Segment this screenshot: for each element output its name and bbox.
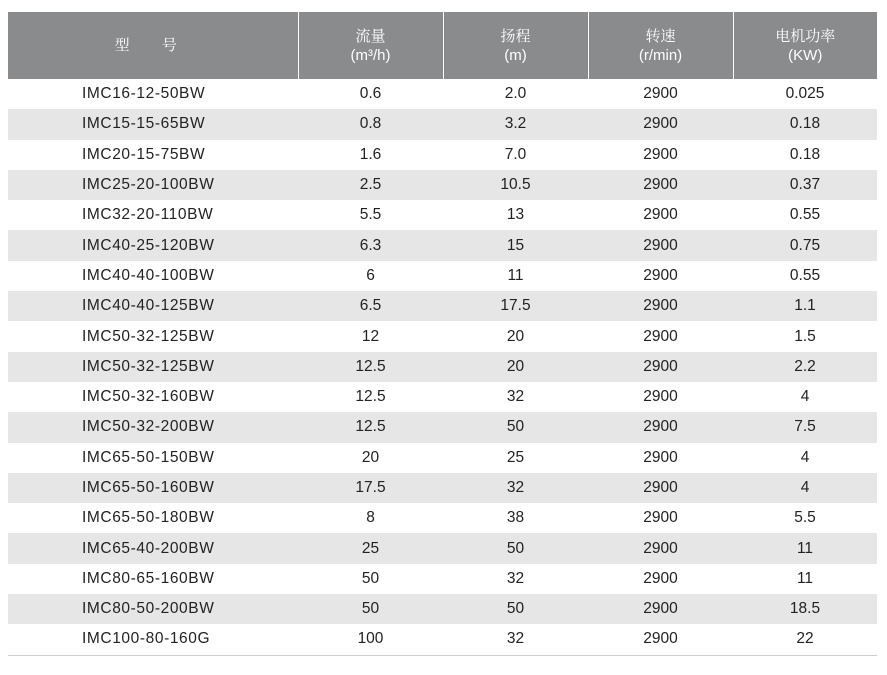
cell-model: IMC16-12-50BW <box>82 85 206 103</box>
cell-head: 32 <box>443 473 588 503</box>
header-speed-label: 转速 <box>645 27 676 45</box>
cell-speed: 2900 <box>588 624 733 655</box>
table-row <box>8 321 877 351</box>
cell-flow: 20 <box>361 448 380 466</box>
table-row <box>8 261 877 291</box>
cell-model: IMC50-32-200BW <box>8 412 298 442</box>
cell-power: 11 <box>796 569 814 587</box>
cell-model: IMC65-40-200BW <box>8 533 298 563</box>
cell-speed: 2900 <box>643 448 678 466</box>
table-row <box>8 503 877 533</box>
cell-flow: 0.6 <box>359 85 382 103</box>
table-row <box>8 230 877 260</box>
cell-head: 17.5 <box>443 291 588 321</box>
table-row <box>8 443 877 473</box>
cell-power: 0.18 <box>789 145 821 163</box>
cell-model: IMC80-65-160BW <box>82 569 215 587</box>
cell-model: IMC50-32-125BW <box>8 352 298 382</box>
cell-flow: 5.5 <box>359 206 382 224</box>
header-head-label: 扬程 <box>500 27 531 45</box>
cell-head: 25 <box>506 448 525 466</box>
cell-power: 4 <box>800 448 810 466</box>
cell-power: 5.5 <box>794 509 816 527</box>
cell-head: 2.0 <box>504 85 527 103</box>
cell-speed: 2900 <box>643 206 678 224</box>
cell-head: 10.5 <box>443 170 588 200</box>
cell-head: 11 <box>507 266 524 284</box>
cell-head: 15 <box>443 230 588 260</box>
cell-model: IMC65-50-160BW <box>8 473 298 503</box>
cell-model: IMC40-40-100BW <box>82 266 215 284</box>
table-row <box>8 564 877 594</box>
table-row <box>8 352 877 382</box>
header-flow-label: 流量 <box>355 27 386 45</box>
cell-power: 7.5 <box>733 412 877 442</box>
cell-head: 7.0 <box>504 145 527 163</box>
cell-power: 11 <box>733 533 877 563</box>
cell-power: 2.2 <box>733 352 877 382</box>
table-row <box>8 412 877 442</box>
cell-model: IMC80-50-200BW <box>8 594 298 624</box>
cell-head: 50 <box>443 412 588 442</box>
cell-speed: 2900 <box>588 352 733 382</box>
cell-speed: 2900 <box>643 266 678 284</box>
cell-power: 4 <box>733 473 877 503</box>
table-row <box>8 79 877 109</box>
cell-flow: 25 <box>298 533 443 563</box>
cell-head: 50 <box>443 533 588 563</box>
cell-head: 32 <box>443 624 588 655</box>
cell-speed: 2900 <box>643 569 678 587</box>
cell-power: 1.1 <box>733 291 877 321</box>
cell-model: IMC65-50-150BW <box>82 448 215 466</box>
cell-flow: 8 <box>366 509 375 527</box>
cell-model: IMC15-15-65BW <box>8 109 298 139</box>
cell-power: 0.18 <box>733 109 877 139</box>
cell-speed: 2900 <box>588 594 733 624</box>
cell-flow: 17.5 <box>298 473 443 503</box>
cell-model: IMC20-15-75BW <box>82 145 206 163</box>
cell-speed: 2900 <box>643 145 678 163</box>
header-power <box>733 12 877 79</box>
cell-model: IMC40-40-125BW <box>8 291 298 321</box>
cell-head: 32 <box>506 388 525 406</box>
cell-power: 0.55 <box>789 266 821 284</box>
cell-speed: 2900 <box>588 291 733 321</box>
cell-flow: 12 <box>361 327 380 345</box>
cell-power: 0.37 <box>733 170 877 200</box>
cell-flow: 2.5 <box>298 170 443 200</box>
header-row <box>8 12 877 79</box>
cell-power: 22 <box>733 624 877 655</box>
cell-flow: 6 <box>366 266 375 284</box>
cell-head: 20 <box>443 352 588 382</box>
cell-flow: 1.6 <box>359 145 382 163</box>
cell-speed: 2900 <box>643 85 678 103</box>
cell-head: 13 <box>506 206 525 224</box>
table-row <box>8 382 877 412</box>
header-head-unit: (m) <box>504 46 527 64</box>
cell-flow: 100 <box>298 624 443 655</box>
cell-model: IMC100-80-160G <box>8 624 298 655</box>
table-row <box>8 594 877 624</box>
cell-model: IMC50-32-125BW <box>82 327 215 345</box>
header-power-unit: (KW) <box>788 46 823 64</box>
header-head <box>443 12 588 79</box>
table-row <box>8 200 877 230</box>
table-row <box>8 533 877 563</box>
header-speed-unit: (r/min) <box>638 46 683 64</box>
spec-table-container <box>8 12 877 656</box>
table-row <box>8 624 877 655</box>
cell-power: 0.55 <box>789 206 821 224</box>
table-header <box>8 12 877 79</box>
cell-model: IMC25-20-100BW <box>8 170 298 200</box>
cell-model: IMC40-25-120BW <box>8 230 298 260</box>
cell-speed: 2900 <box>643 388 678 406</box>
cell-power: 0.025 <box>785 85 825 103</box>
cell-flow: 0.8 <box>298 109 443 139</box>
cell-speed: 2900 <box>588 109 733 139</box>
cell-model: IMC65-50-180BW <box>82 509 215 527</box>
cell-head: 50 <box>443 594 588 624</box>
header-flow-unit: (m³/h) <box>350 46 391 64</box>
header-model: 型 号 <box>8 12 298 79</box>
cell-model: IMC32-20-110BW <box>82 206 214 224</box>
cell-power: 0.75 <box>733 230 877 260</box>
cell-speed: 2900 <box>588 230 733 260</box>
cell-power: 1.5 <box>794 327 816 345</box>
table-row <box>8 109 877 139</box>
header-power-label: 电机功率 <box>775 27 836 45</box>
cell-flow: 12.5 <box>298 352 443 382</box>
cell-model: IMC50-32-160BW <box>82 388 215 406</box>
cell-speed: 2900 <box>588 412 733 442</box>
cell-speed: 2900 <box>643 509 678 527</box>
table-row <box>8 291 877 321</box>
table-row <box>8 140 877 170</box>
cell-flow: 12.5 <box>298 412 443 442</box>
cell-speed: 2900 <box>588 473 733 503</box>
cell-speed: 2900 <box>588 533 733 563</box>
header-flow <box>298 12 443 79</box>
cell-flow: 6.5 <box>298 291 443 321</box>
cell-speed: 2900 <box>643 327 678 345</box>
cell-head: 32 <box>506 569 525 587</box>
cell-flow: 50 <box>298 594 443 624</box>
cell-power: 4 <box>800 388 810 406</box>
table-row <box>8 473 877 503</box>
cell-head: 20 <box>506 327 525 345</box>
pump-spec-table <box>8 12 877 656</box>
cell-head: 3.2 <box>443 109 588 139</box>
header-speed <box>588 12 733 79</box>
cell-flow: 6.3 <box>298 230 443 260</box>
cell-head: 38 <box>506 509 525 527</box>
cell-speed: 2900 <box>588 170 733 200</box>
cell-flow: 50 <box>361 569 380 587</box>
table-row <box>8 170 877 200</box>
table-body <box>8 79 877 655</box>
cell-flow: 12.5 <box>355 388 386 406</box>
cell-power: 18.5 <box>733 594 877 624</box>
